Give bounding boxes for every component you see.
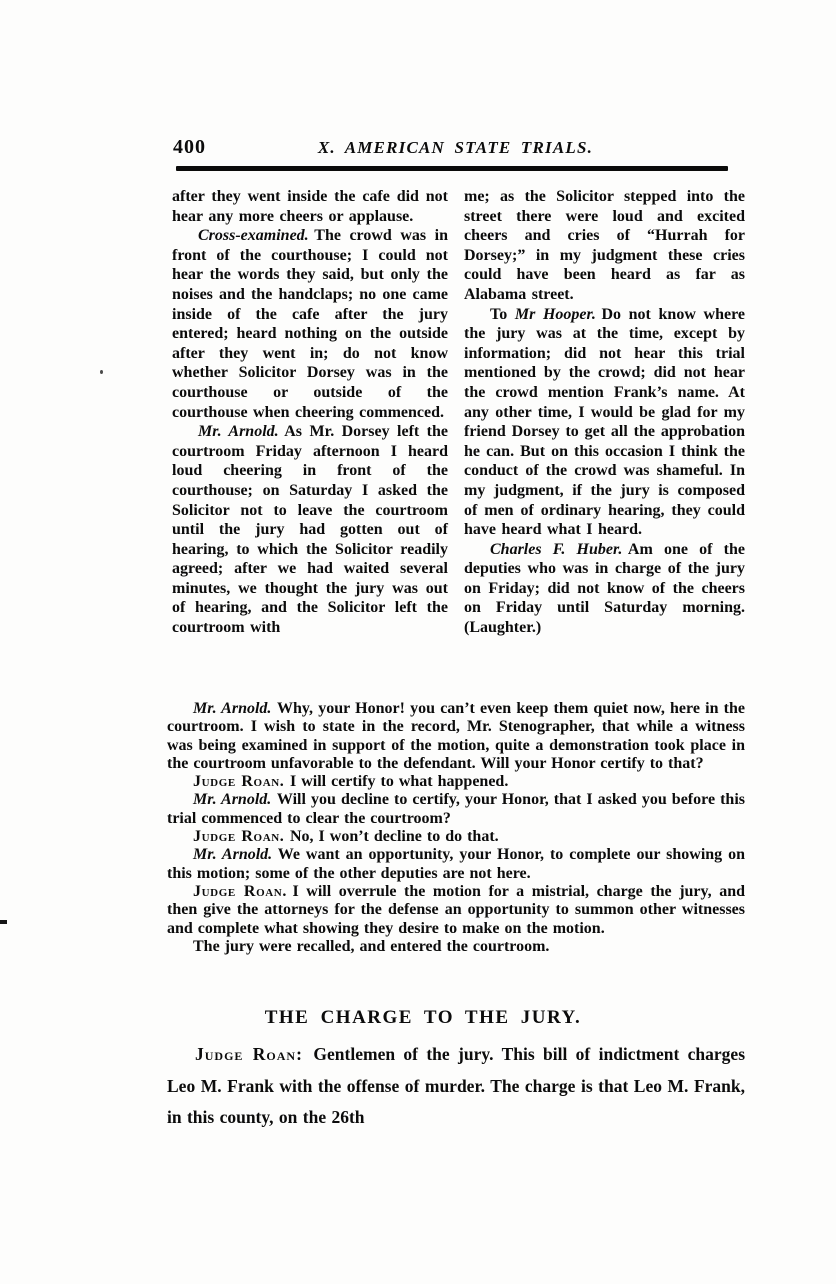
speaker-label: Mr. Arnold. xyxy=(193,846,273,864)
testimony-paragraph xyxy=(464,305,745,540)
testimony-paragraph xyxy=(464,187,745,305)
paragraph-text: I will overrule the motion for a mistrial, charge the jury, and then give the attorneys for the defense an opportunity to summon other witnesses and complete what showing they desire to make on the motion. xyxy=(167,882,745,937)
paragraph-text: me; as the Solicitor stepped into the street there were loud and excited cheers and cries of “Hurrah for Dorsey;” in my judgment these cries could have been heard as far as Alabama street. xyxy=(464,188,745,303)
speaker-label: Judge Roan. xyxy=(193,773,285,791)
paragraph-text: We want an opportunity, your Honor, to complete our showing on this motion; some of the other deputies are not here. xyxy=(167,846,746,882)
speaker-label: Charles F. Huber. xyxy=(490,540,623,558)
speaker-label: Mr. Arnold. xyxy=(198,423,279,441)
paragraph-text: I will certify to what happened. xyxy=(289,773,509,791)
proceedings-section xyxy=(167,700,745,956)
paragraph-text: Am one of the deputies who was in charge of the jury on Friday; did not know of the cheers on Friday until Saturday morning. (Laughter.) xyxy=(464,540,745,637)
right-column xyxy=(464,187,745,638)
paragraph-text: Gentlemen of the jury. This bill of indictment charges Leo M. Frank with the offense of murder. The charge is that Leo M. Frank, in this county, on the 26th xyxy=(167,1044,746,1127)
speaker-label: Judge Roan. xyxy=(193,828,285,846)
left-column xyxy=(172,187,448,638)
scan-artifact-dot xyxy=(100,370,103,374)
header-rule xyxy=(176,166,728,171)
testimony-paragraph xyxy=(464,540,745,638)
paragraph-text: The jury were recalled, and entered the courtroom. xyxy=(193,937,550,955)
page-header xyxy=(167,135,744,161)
charge-paragraph xyxy=(167,1039,745,1134)
colloquy-paragraph xyxy=(167,773,745,791)
paragraph-text: No, I won’t decline to do that. xyxy=(289,828,499,846)
section-heading: THE CHARGE TO THE JURY. xyxy=(264,1007,582,1028)
speaker-label: Judge Roan: xyxy=(195,1044,303,1064)
charge-paragraph-block xyxy=(167,1039,745,1134)
paragraph-text: As Mr. Dorsey left the courtroom Friday afternoon I heard loud cheering in front of the courthouse; on Saturday I asked the Solicitor not to leave the courtroom until the jury had gotten out of hearing, to which the Solicitor readily agreed; after we had waited several minutes, we thought the jury was out of hearing, and the Solicitor left the courtroom with xyxy=(172,423,449,637)
running-title: X. AMERICAN STATE TRIALS. xyxy=(317,138,594,157)
testimony-paragraph xyxy=(172,226,448,422)
speaker-label: Mr. Arnold. xyxy=(193,791,272,809)
speaker-prefix: To xyxy=(490,305,508,323)
paragraph-text: The crowd was in front of the courthouse; I could not hear the words they said, but only the noises and the handclaps; no one came inside of the cafe after the jury entered; heard nothing on the outside after they went in; do not know whether Solicitor Dorsey was in the courthouse or outside of the courthouse when cheering commenced. xyxy=(172,227,448,421)
speaker-label: Judge Roan. xyxy=(193,882,287,900)
paragraph-text: Why, your Honor! you can’t even keep them quiet now, here in the courtroom. I wish to state in the record, Mr. Stenographer, that while a witness was being examined in support of the motion, quite a demonstration took place in the courtroom unfavorable to the defendant. Will your Honor certify to that? xyxy=(167,700,746,772)
testimony-paragraph xyxy=(172,422,448,638)
colloquy-paragraph xyxy=(167,883,745,938)
paragraph-text: Will you decline to certify, your Honor, that I asked you before this trial commenced to clear the courtroom? xyxy=(167,791,746,827)
speaker-label: Cross-examined. xyxy=(198,227,309,245)
paragraph-text: Do not know where the jury was at the time, except by information; did not hear this trial mentioned by the crowd; did not hear the crowd mention Frank’s name. At any other time, I would be glad for my friend Dorsey to get all the approbation he can. But on this occasion I think the conduct of the crowd was shameful. In my judgment, if the jury is composed of men of ordinary hearing, they could have heard what I heard. xyxy=(464,305,746,539)
speaker-label: Mr Hooper. xyxy=(514,305,596,323)
scan-artifact-dash xyxy=(0,920,7,924)
speaker-label: Mr. Arnold. xyxy=(193,700,272,717)
colloquy-paragraph xyxy=(167,700,745,773)
colloquy-paragraph xyxy=(167,846,745,883)
colloquy-paragraph xyxy=(167,791,745,828)
colloquy-paragraph xyxy=(167,938,745,956)
testimony-paragraph xyxy=(172,187,448,226)
page-number: 400 xyxy=(173,136,206,158)
colloquy-paragraph xyxy=(167,828,745,846)
paragraph-text: after they went inside the cafe did not hear any more cheers or applause. xyxy=(172,188,448,225)
